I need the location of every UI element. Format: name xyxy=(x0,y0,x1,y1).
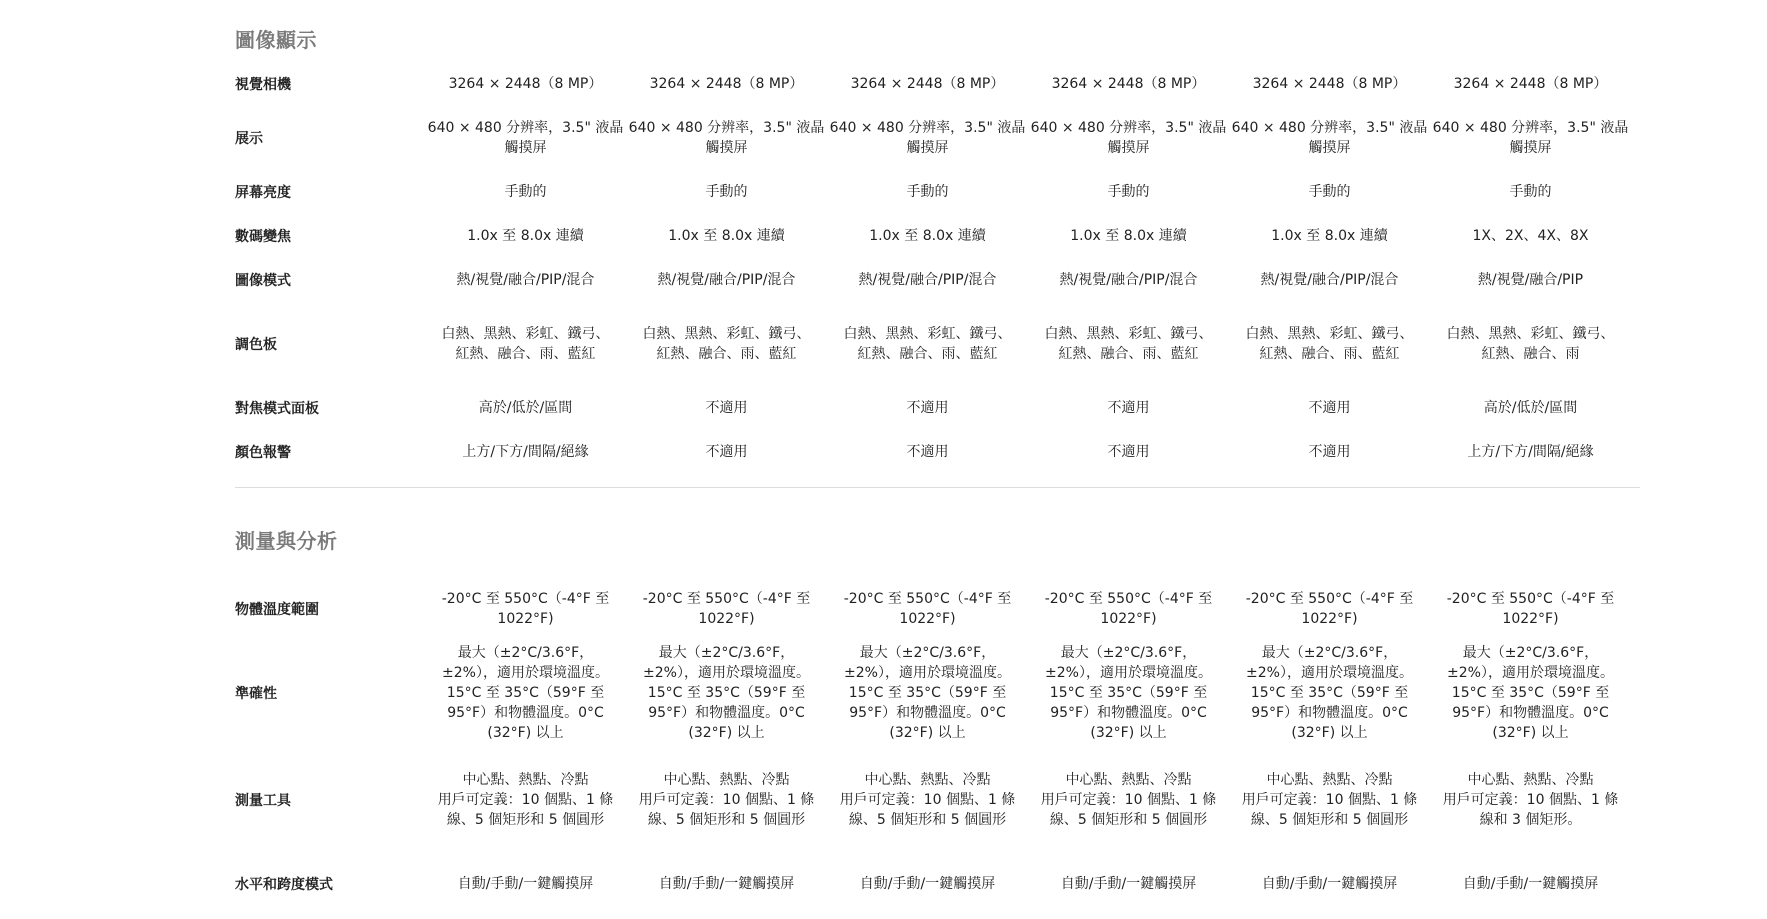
spec-cell: 最大（±2°C/3.6°F， ±2%），適用於環境溫度。 15°C 至 35°C（59°F 至 95°F）和物體溫度。0°C (32°F) 以上 xyxy=(1246,645,1413,741)
spec-cell: -20°C 至 550°C（-4°F 至 1022°F) xyxy=(642,591,811,627)
spec-cell: 1X、2X、4X、8X xyxy=(1472,228,1589,244)
spec-row-palette xyxy=(235,322,1640,366)
spec-cell: 1.0x 至 8.0x 連續 xyxy=(467,228,584,244)
spec-cell: 不適用 xyxy=(705,444,748,460)
spec-cell: 640 × 480 分辨率，3.5" 液晶 觸摸屏 xyxy=(1231,120,1428,156)
spec-row-digital-zoom xyxy=(235,224,1640,248)
spec-cell: 上方/下方/間隔/絕緣 xyxy=(1467,444,1594,460)
spec-row-image-mode xyxy=(235,268,1640,292)
spec-row-display xyxy=(235,116,1640,160)
spec-cell: -20°C 至 550°C（-4°F 至 1022°F) xyxy=(1044,591,1213,627)
spec-cell: 中心點、熱點、冷點 用戶可定義：10 個點、1 條 線、5 個矩形和 5 個圓形 xyxy=(638,772,815,828)
spec-cell: 中心點、熱點、冷點 用戶可定義：10 個點、1 條 線、5 個矩形和 5 個圓形 xyxy=(1241,772,1418,828)
spec-cell: 不適用 xyxy=(1107,444,1150,460)
spec-cell: 不適用 xyxy=(1308,444,1351,460)
spec-cell: 熱/視覺/融合/PIP/混合 xyxy=(456,272,595,288)
spec-cell: 手動的 xyxy=(1509,184,1552,200)
spec-row-level-span-mode xyxy=(235,872,1640,896)
row-label: 顏色報警 xyxy=(235,445,291,461)
spec-cell: 白熱、黑熱、彩虹、鐵弓、 紅熱、融合、雨、藍紅 xyxy=(1044,326,1213,362)
spec-cell: 640 × 480 分辨率，3.5" 液晶 觸摸屏 xyxy=(1432,120,1629,156)
spec-cell: 最大（±2°C/3.6°F， ±2%），適用於環境溫度。 15°C 至 35°C（59°F 至 95°F）和物體溫度。0°C (32°F) 以上 xyxy=(1447,645,1614,741)
spec-cell: 3264 × 2448（8 MP） xyxy=(1051,76,1206,92)
section-title: 測量與分析 xyxy=(235,529,338,553)
spec-row-visual-camera xyxy=(235,72,1640,96)
row-label: 對焦模式面板 xyxy=(235,401,319,417)
spec-cell: 中心點、熱點、冷點 用戶可定義：10 個點、1 條 線、5 個矩形和 5 個圓形 xyxy=(1040,772,1217,828)
spec-cell: -20°C 至 550°C（-4°F 至 1022°F) xyxy=(1446,591,1615,627)
spec-cell: 1.0x 至 8.0x 連續 xyxy=(1271,228,1388,244)
row-label: 數碼變焦 xyxy=(235,229,291,245)
spec-cell: 最大（±2°C/3.6°F， ±2%），適用於環境溫度。 15°C 至 35°C（59°F 至 95°F）和物體溫度。0°C (32°F) 以上 xyxy=(442,645,609,741)
spec-cell: 熱/視覺/融合/PIP/混合 xyxy=(1059,272,1198,288)
spec-cell: 不適用 xyxy=(1107,400,1150,416)
spec-row-focus-mode-panel xyxy=(235,396,1640,420)
spec-cell: 手動的 xyxy=(504,184,547,200)
spec-cell: 不適用 xyxy=(906,444,949,460)
row-label: 圖像模式 xyxy=(235,273,291,289)
spec-cell: 1.0x 至 8.0x 連續 xyxy=(668,228,785,244)
spec-cell: 白熱、黑熱、彩虹、鐵弓、 紅熱、融合、雨 xyxy=(1446,326,1615,362)
spec-row-accuracy xyxy=(235,642,1640,744)
spec-cell: 3264 × 2448（8 MP） xyxy=(1453,76,1608,92)
row-label: 物體溫度範圍 xyxy=(235,602,319,618)
spec-row-screen-brightness xyxy=(235,180,1640,204)
spec-cell: 最大（±2°C/3.6°F， ±2%），適用於環境溫度。 15°C 至 35°C（59°F 至 95°F）和物體溫度。0°C (32°F) 以上 xyxy=(844,645,1011,741)
spec-cell: -20°C 至 550°C（-4°F 至 1022°F) xyxy=(1245,591,1414,627)
spec-cell: 手動的 xyxy=(906,184,949,200)
spec-cell: 不適用 xyxy=(906,400,949,416)
spec-cell: 高於/低於/區間 xyxy=(478,400,573,416)
spec-cell: 上方/下方/間隔/絕緣 xyxy=(462,444,589,460)
spec-cell: -20°C 至 550°C（-4°F 至 1022°F) xyxy=(843,591,1012,627)
row-label: 展示 xyxy=(235,131,263,147)
spec-cell: 高於/低於/區間 xyxy=(1483,400,1578,416)
row-label: 視覺相機 xyxy=(235,77,291,93)
spec-cell: 自動/手動/一鍵觸摸屏 xyxy=(1462,876,1599,892)
spec-cell: 熱/視覺/融合/PIP/混合 xyxy=(1260,272,1399,288)
spec-cell: 最大（±2°C/3.6°F， ±2%），適用於環境溫度。 15°C 至 35°C（59°F 至 95°F）和物體溫度。0°C (32°F) 以上 xyxy=(1045,645,1212,741)
spec-cell: 熱/視覺/融合/PIP/混合 xyxy=(657,272,796,288)
spec-cell: 白熱、黑熱、彩虹、鐵弓、 紅熱、融合、雨、藍紅 xyxy=(843,326,1012,362)
spec-cell: -20°C 至 550°C（-4°F 至 1022°F) xyxy=(441,591,610,627)
section-divider xyxy=(235,487,1640,488)
row-label: 調色板 xyxy=(235,337,277,353)
spec-cell: 最大（±2°C/3.6°F， ±2%），適用於環境溫度。 15°C 至 35°C（59°F 至 95°F）和物體溫度。0°C (32°F) 以上 xyxy=(643,645,810,741)
spec-cell: 3264 × 2448（8 MP） xyxy=(850,76,1005,92)
spec-cell: 3264 × 2448（8 MP） xyxy=(1252,76,1407,92)
spec-cell: 中心點、熱點、冷點 用戶可定義：10 個點、1 條 線、5 個矩形和 5 個圓形 xyxy=(839,772,1016,828)
section-title: 圖像顯示 xyxy=(235,28,317,52)
spec-cell: 1.0x 至 8.0x 連續 xyxy=(869,228,986,244)
spec-cell: 熱/視覺/融合/PIP/混合 xyxy=(858,272,997,288)
spec-cell: 自動/手動/一鍵觸摸屏 xyxy=(859,876,996,892)
spec-cell: 白熱、黑熱、彩虹、鐵弓、 紅熱、融合、雨、藍紅 xyxy=(642,326,811,362)
spec-cell: 自動/手動/一鍵觸摸屏 xyxy=(658,876,795,892)
spec-cell: 手動的 xyxy=(1308,184,1351,200)
spec-cell: 手動的 xyxy=(705,184,748,200)
spec-cell: 中心點、熱點、冷點 用戶可定義：10 個點、1 條 線、5 個矩形和 5 個圓形 xyxy=(437,772,614,828)
spec-cell: 熱/視覺/融合/PIP xyxy=(1477,272,1584,288)
spec-row-measurement-tools xyxy=(235,768,1640,832)
spec-cell: 手動的 xyxy=(1107,184,1150,200)
spec-row-object-temperature-range xyxy=(235,587,1640,631)
spec-row-color-alarm xyxy=(235,440,1640,464)
spec-cell: 白熱、黑熱、彩虹、鐵弓、 紅熱、融合、雨、藍紅 xyxy=(1245,326,1414,362)
spec-cell: 3264 × 2448（8 MP） xyxy=(649,76,804,92)
spec-cell: 640 × 480 分辨率，3.5" 液晶 觸摸屏 xyxy=(427,120,624,156)
spec-cell: 640 × 480 分辨率，3.5" 液晶 觸摸屏 xyxy=(829,120,1026,156)
spec-cell: 自動/手動/一鍵觸摸屏 xyxy=(1060,876,1197,892)
spec-cell: 不適用 xyxy=(1308,400,1351,416)
spec-cell: 640 × 480 分辨率，3.5" 液晶 觸摸屏 xyxy=(628,120,825,156)
spec-cell: 640 × 480 分辨率，3.5" 液晶 觸摸屏 xyxy=(1030,120,1227,156)
spec-cell: 不適用 xyxy=(705,400,748,416)
spec-cell: 中心點、熱點、冷點 用戶可定義：10 個點、1 條 線和 3 個矩形。 xyxy=(1442,772,1619,828)
row-label: 屏幕亮度 xyxy=(235,185,291,201)
row-label: 水平和跨度模式 xyxy=(235,877,333,893)
spec-cell: 3264 × 2448（8 MP） xyxy=(448,76,603,92)
spec-cell: 自動/手動/一鍵觸摸屏 xyxy=(457,876,594,892)
spec-cell: 自動/手動/一鍵觸摸屏 xyxy=(1261,876,1398,892)
row-label: 準確性 xyxy=(235,686,277,702)
spec-cell: 1.0x 至 8.0x 連續 xyxy=(1070,228,1187,244)
row-label: 測量工具 xyxy=(235,793,291,809)
spec-cell: 白熱、黑熱、彩虹、鐵弓、 紅熱、融合、雨、藍紅 xyxy=(441,326,610,362)
